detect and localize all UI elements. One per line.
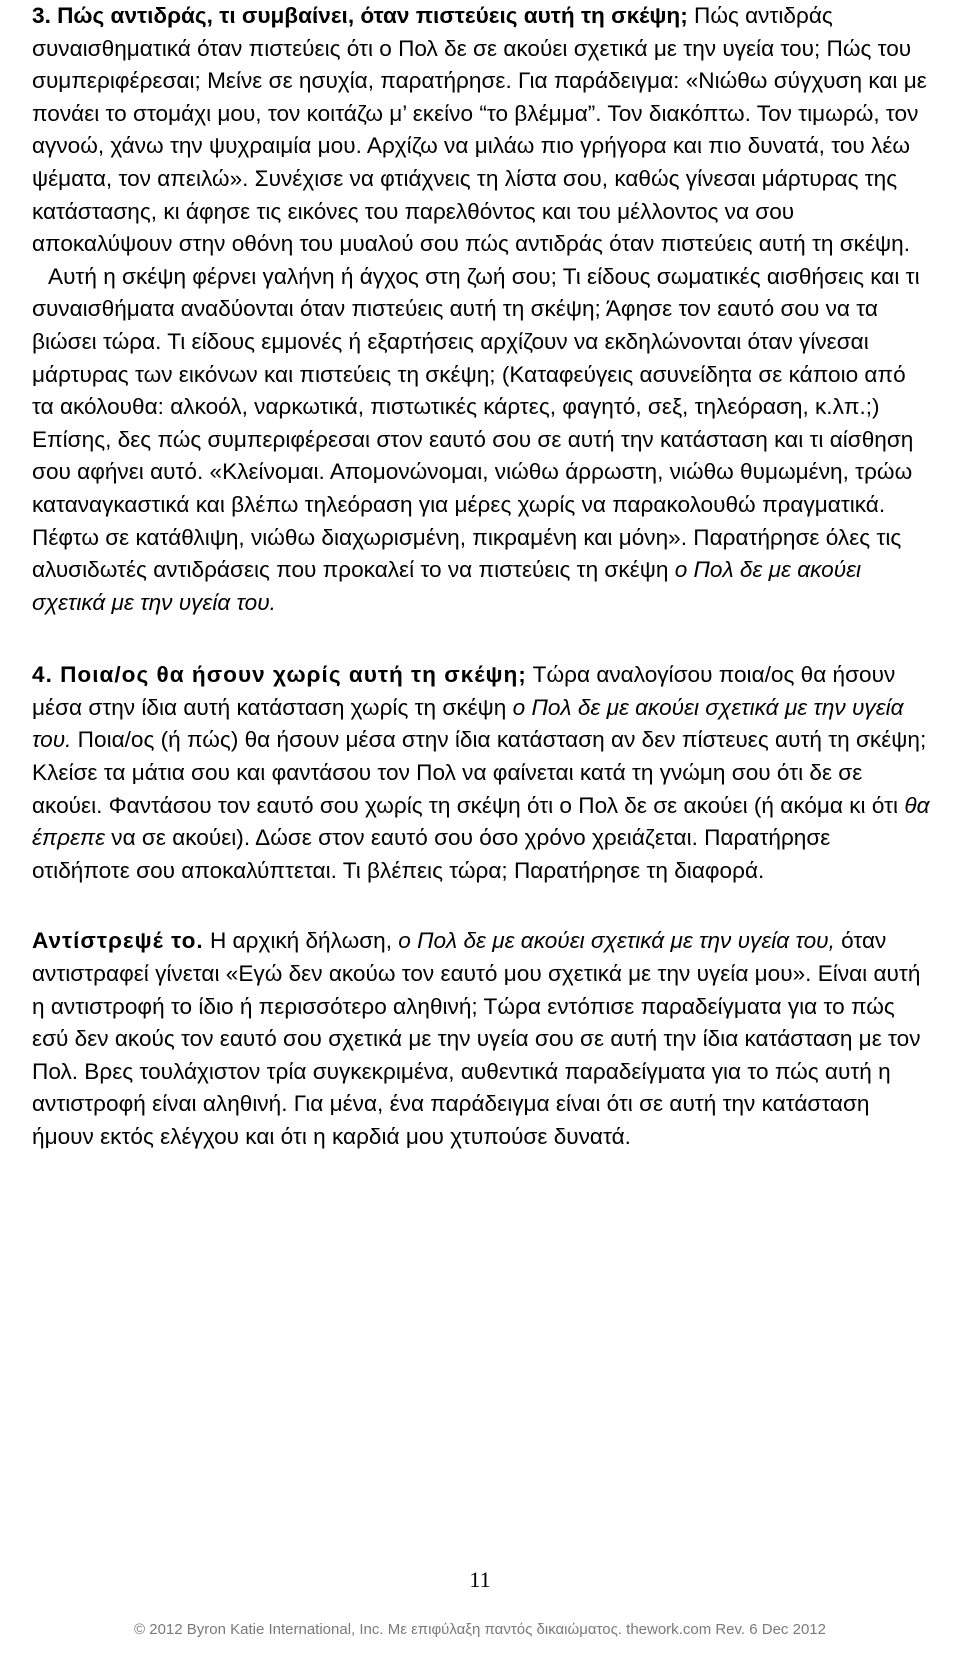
section-4-text-3: να σε ακούει). Δώσε στον εαυτό σου όσο χρόνο χρειάζεται. Παρατήρησε οτιδήποτε σου αποκαλύπτεται. Τι βλέπεις τώρα; Παρατήρησε τη διαφορά. bbox=[32, 825, 831, 883]
turnaround-text-2: όταν αντιστραφεί γίνεται «Εγώ δεν ακούω τον εαυτό μου σχετικά με την υγεία μου». Είναι αυτή η αντιστροφή το ίδιο ή περισσότερο αληθινή; Τώρα εντόπισε παραδείγματα για το πώς εσύ δεν ακούς τον εαυτό σου σχετικά με την υγεία σου σε αυτή την ίδια κατάσταση με τον Πολ. Βρες τουλάχιστον τρία συγκεκριμένα, αυθεντικά παραδείγματα για το πώς αυτή η αντιστροφή είναι αληθινή. Για μένα, ένα παράδειγμα είναι ότι σε αυτή την κατάσταση ήμουν εκτός ελέγχου και ότι η καρδιά μου χτυπούσε δυνατά. bbox=[32, 928, 921, 1149]
section-3-text-2: Αυτή η σκέψη φέρνει γαλήνη ή άγχος στη ζωή σου; Τι είδους σωματικές αισθήσεις και τι συναισθήματα αναδύονται όταν πιστεύεις αυτή τη σκέψη; Άφησε τον εαυτό σου να τα βιώσει τώρα. Τι είδους εμμονές ή εξαρτήσεις αρχίζουν να εκδηλώνονται όταν γίνεσαι μάρτυρας των εικόνων και πιστεύεις τη σκέψη; (Καταφεύγεις ασυνείδητα σε κάποιο από τα ακόλουθα: αλκοόλ, ναρκωτικά, πιστωτικές κάρτες, φαγητό, σεξ, τηλεόραση, κ.λπ.;) Επίσης, δες πώς συμπεριφέρεσαι στον εαυτό σου σε αυτή την κατάσταση και τι αίσθηση σου αφήνει αυτό. «Κλείνομαι. Απομονώνομαι, νιώθω άρρωστη, νιώθω θυμωμένη, τρώω καταναγκαστικά και βλέπω τηλεόραση για μέρες χωρίς να παρακολουθώ πραγματικά. Πέφτω σε κατάθλιψη, νιώθω διαχωρισμένη, πικραμένη και μόνη». Παρατήρησε όλες τις αλυσιδωτές αντιδράσεις που προκαλεί το να πιστεύεις τη σκέψη bbox=[32, 263, 920, 583]
turnaround-italic: ο Πολ δε με ακούει σχετικά με την υγεία του, bbox=[398, 928, 835, 954]
section-3-paragraph bbox=[32, 0, 932, 261]
section-4-text-1: Τώρα αναλογίσου ποια/ος θα ήσουν μέσα στην ίδια αυτή κατάσταση χωρίς τη σκέψη bbox=[32, 662, 896, 720]
turnaround-heading: Αντίστρεψέ το. bbox=[32, 928, 204, 954]
section-3-text: Πώς αντιδράς συναισθηματικά όταν πιστεύεις ότι ο Πολ δε σε ακούει σχετικά με την υγεία του; Πώς του συμπεριφέρεσαι; Μείνε σε ησυχία, παρατήρησε. Για παράδειγμα: «Νιώθω σύγχυση και με πονάει το στομάχι μου, τον κοιτάζω μ’ εκείνο “το βλέμμα”. Τον διακόπτω. Τον τιμωρώ, τον αγνοώ, χάνω την ψυχραιμία μου. Αρχίζω να μιλάω πιο γρήγορα και πιο δυνατά, του λέω ψέματα, τον απειλώ». Συνέχισε να φτιάχνεις τη λίστα σου, καθώς γίνεσαι μάρτυρας της κατάστασης, κι άφησε τις εικόνες του παρελθόντος και του μέλλοντος να σου αποκαλύψουν στην οθόνη του μυαλού σου πώς αντιδράς όταν πιστεύεις αυτή τη σκέψη. bbox=[32, 3, 927, 257]
page-number: 11 bbox=[469, 1567, 491, 1592]
section-3-italic-thought: ο Πολ δε με ακούει σχετικά με την υγεία του. bbox=[32, 557, 862, 615]
section-4-italic-1: ο Πολ δε με ακούει σχετικά με την υγεία του. bbox=[32, 694, 904, 753]
section-4-heading: 4. Ποια/ος θα ήσουν χωρίς αυτή τη σκέψη; bbox=[32, 662, 527, 688]
turnaround-text-1: Η αρχική δήλωση, bbox=[203, 928, 399, 954]
section-4-italic-2: θα έπρεπε bbox=[32, 792, 930, 851]
section-3-paragraph-2 bbox=[32, 261, 932, 620]
document-body bbox=[32, 0, 932, 1154]
copyright-footer: © 2012 Byron Katie International, Inc. Με επιφύλαξη παντός δικαιώματος. thework.com Rev. 6 Dec 2012 bbox=[134, 1621, 826, 1638]
section-4-paragraph bbox=[32, 659, 932, 887]
section-4-text-2: Ποια/ος (ή πώς) θα ήσουν μέσα στην ίδια κατάσταση αν δεν πίστευες αυτή τη σκέψη; Κλείσε τα μάτια σου και φαντάσου τον Πολ να φαίνεται κατά τη γνώμη σου ότι δε σε ακούει. Φαντάσου τον εαυτό σου χωρίς τη σκέψη ότι ο Πολ δε σε ακούει (ή ακόμα κι ότι bbox=[32, 727, 927, 818]
turnaround-paragraph bbox=[32, 925, 932, 1153]
section-3-heading: 3. Πώς αντιδράς, τι συμβαίνει, όταν πιστεύεις αυτή τη σκέψη; bbox=[32, 3, 688, 28]
